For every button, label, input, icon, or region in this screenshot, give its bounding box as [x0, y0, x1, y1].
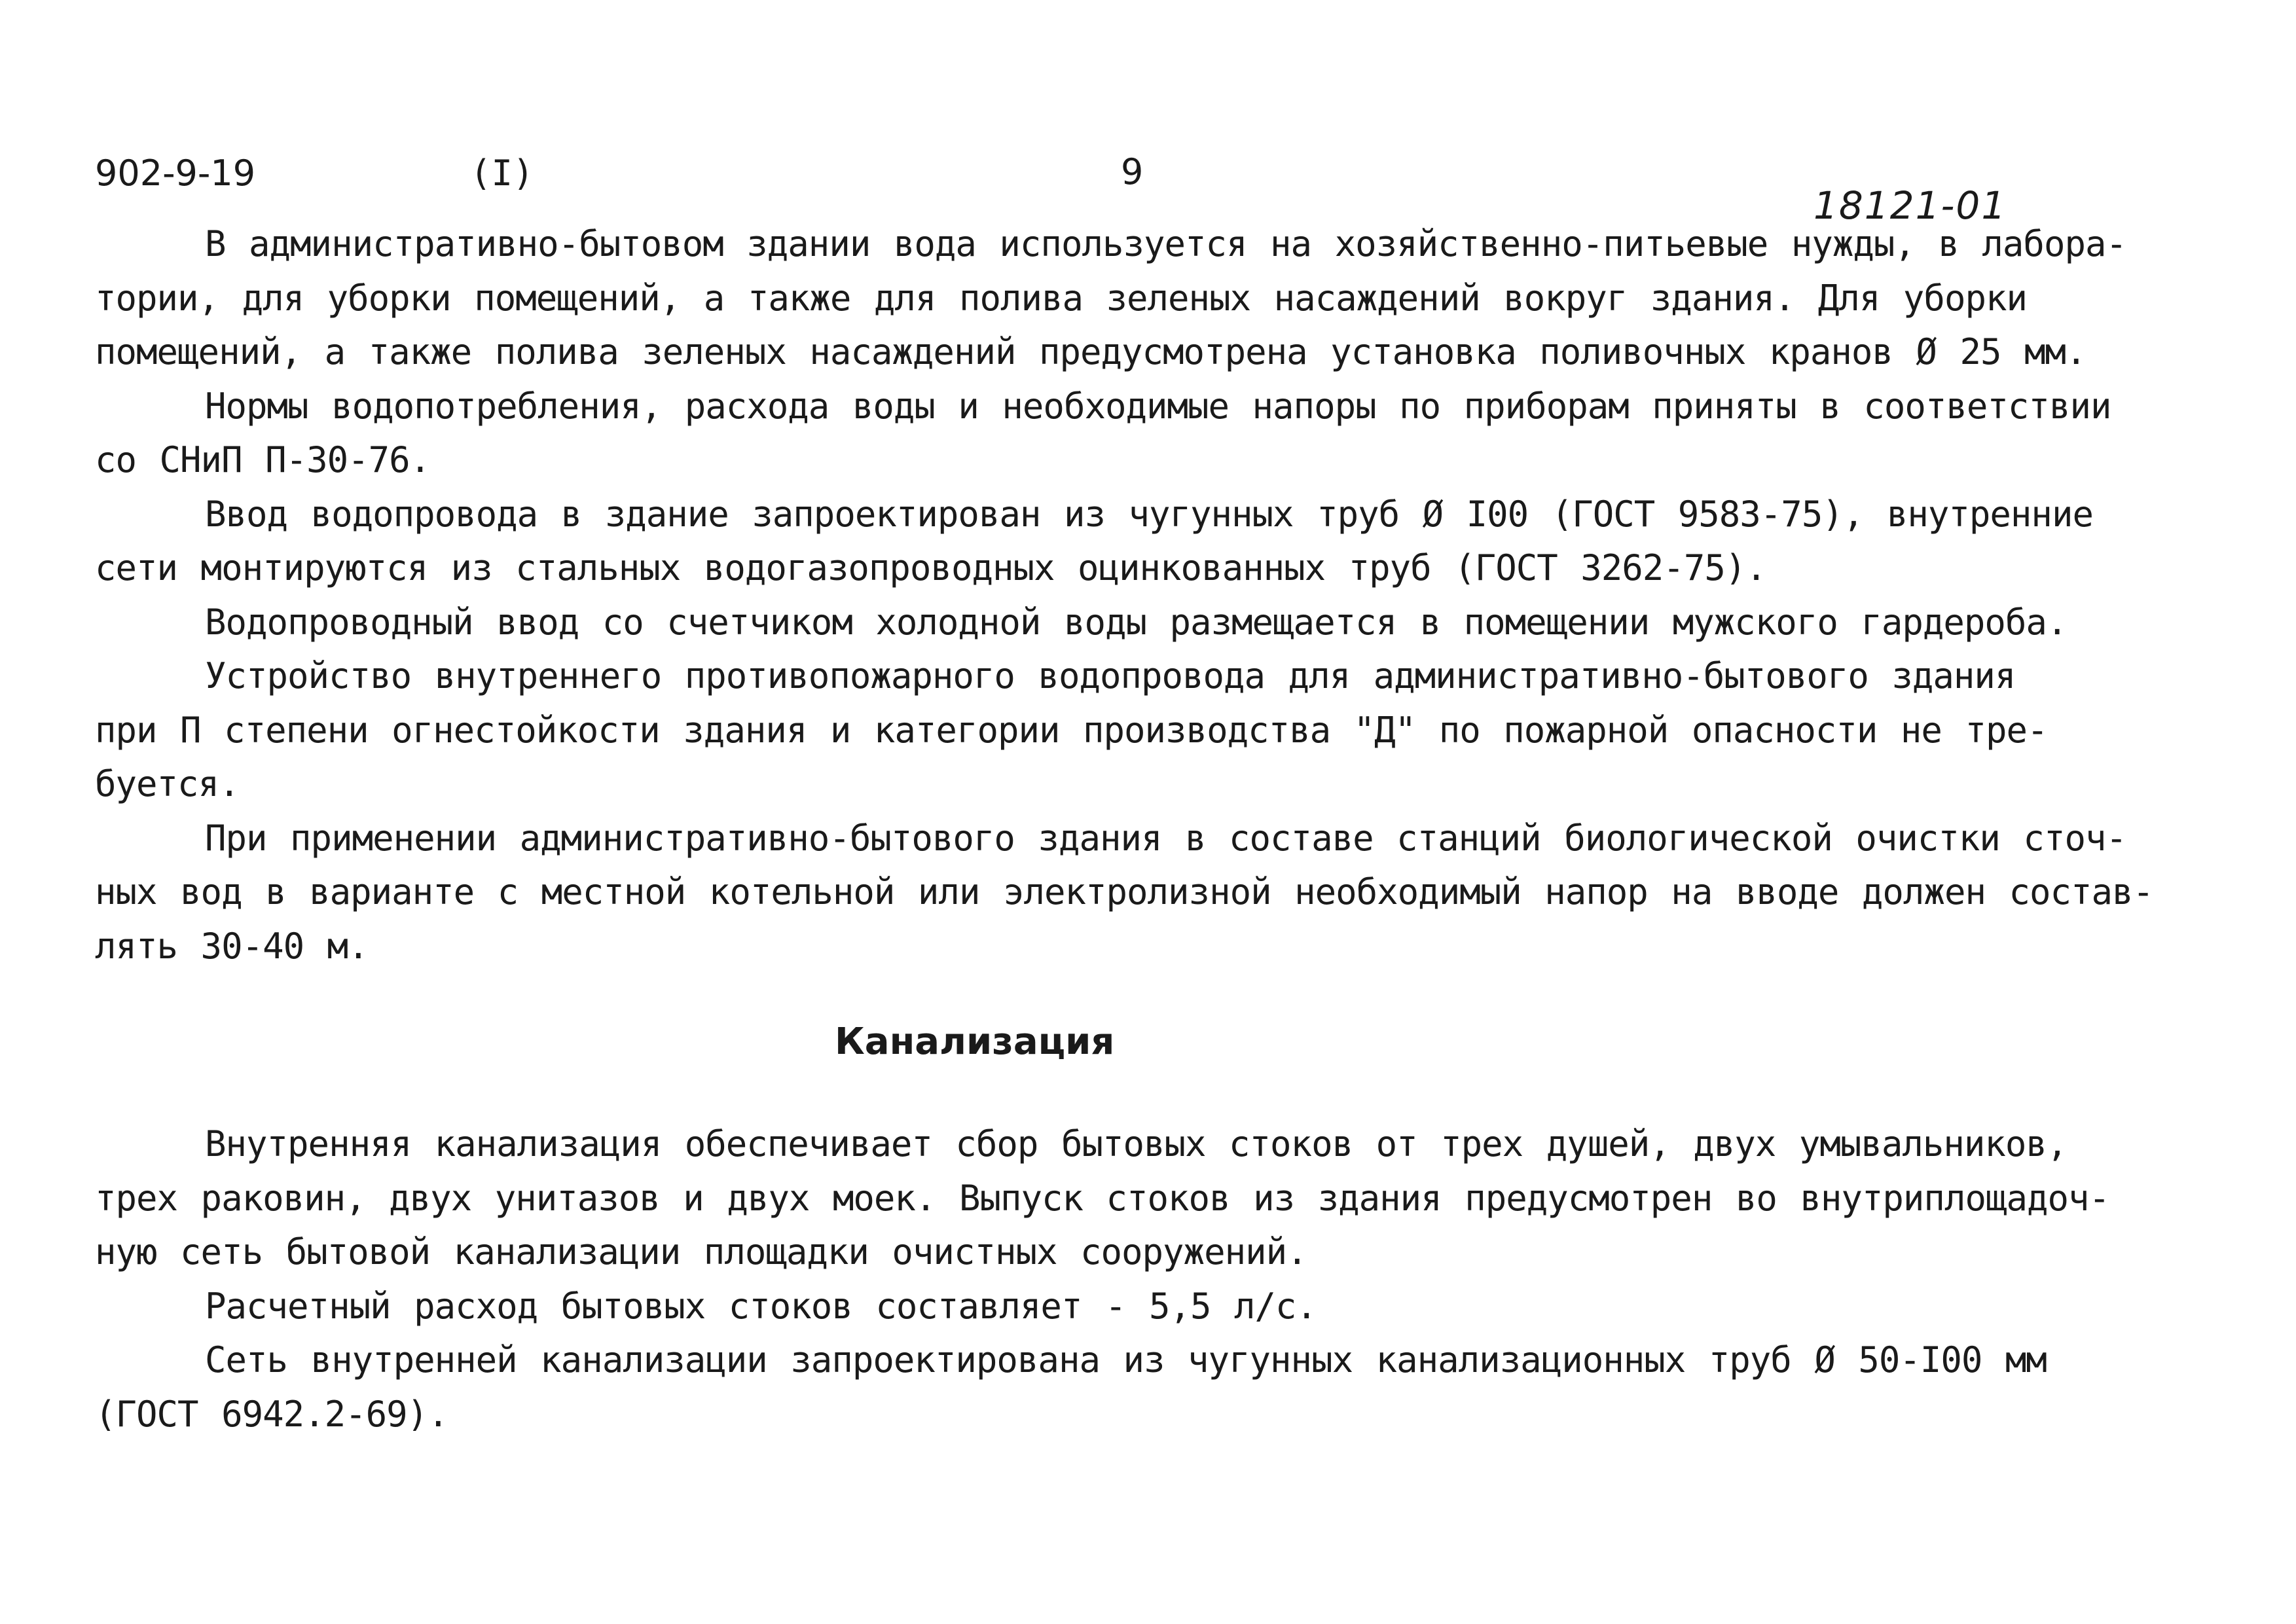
text-line: ных вод в варианте с местной котельной или электролизной необходимый напор на вводе должен состав-	[95, 871, 2154, 912]
text-line: Водопроводный ввод со счетчиком холодной воды размещается в помещении мужского гардероба.	[205, 601, 2068, 643]
text-line: трех раковин, двух унитазов и двух моек. Выпуск стоков из здания предусмотрен во внутриплощадоч-	[95, 1177, 2110, 1219]
text-line: лять 30-40 м.	[95, 925, 369, 967]
document-body	[95, 217, 2255, 1441]
text-line: ную сеть бытовой канализации площадки очистных сооружений.	[95, 1231, 1307, 1272]
text-line: (ГОСТ 6942.2-69).	[95, 1393, 448, 1435]
text-line: При применении административно-бытового здания в составе станций биологической очистки сточ-	[205, 817, 2126, 859]
paragraph-water-meter	[95, 596, 2255, 650]
text-line: при П степени огнестойкости здания и категории производства "Д" по пожарной опасности не тре-	[95, 709, 2048, 751]
document-part: (I)	[470, 153, 534, 194]
page-number: 9	[1121, 151, 1144, 192]
text-line: Сеть внутренней канализации запроектирована из чугунных канализационных труб Ø 50-I00 мм	[205, 1339, 2047, 1380]
handwritten-number: 18121-01	[1813, 183, 2007, 228]
paragraph-fire-water	[95, 649, 2255, 812]
paragraph-sewer-pipes	[95, 1333, 2255, 1441]
paragraph-water-pressure	[95, 812, 2255, 974]
text-line: Внутренняя канализация обеспечивает сбор бытовых стоков от трех душей, двух умывальников,	[205, 1123, 2068, 1164]
section-spacer	[95, 1072, 2255, 1117]
text-line: тории, для уборки помещений, а также для полива зеленых насаждений вокруг здания. Для уборки	[95, 277, 2027, 319]
text-line: Нормы водопотребления, расхода воды и необходимые напоры по приборам приняты в соответствии	[205, 385, 2111, 427]
text-line: со СНиП П-30-76.	[95, 439, 431, 480]
paragraph-water-norms	[95, 380, 2255, 488]
text-line: Устройство внутреннего противопожарного водопровода для административно-бытового здания	[205, 655, 2016, 696]
document-code: 902-9-19	[95, 153, 256, 194]
text-line: помещений, а также полива зеленых насаждений предусмотрена установка поливочных кранов Ø 25 мм.	[95, 331, 2086, 372]
paragraph-water-inlet	[95, 488, 2255, 596]
section-title-sewer: Канализация	[835, 1020, 1115, 1063]
text-line: Расчетный расход бытовых стоков составляет - 5,5 л/с.	[205, 1285, 1317, 1327]
paragraph-water-use	[95, 217, 2255, 380]
text-line: Ввод водопровода в здание запроектирован из чугунных труб Ø I00 (ГОСТ 9583-75), внутренние	[205, 493, 2093, 535]
paragraph-sewer-flow	[95, 1280, 2255, 1334]
text-line: буется.	[95, 763, 240, 804]
text-line: сети монтируются из стальных водогазопроводных оцинкованных труб (ГОСТ 3262-75).	[95, 547, 1766, 588]
text-line: В административно-бытовом здании вода используется на хозяйственно-питьевые нужды, в лабора-	[205, 223, 2126, 264]
paragraph-sewer-collection	[95, 1117, 2255, 1280]
